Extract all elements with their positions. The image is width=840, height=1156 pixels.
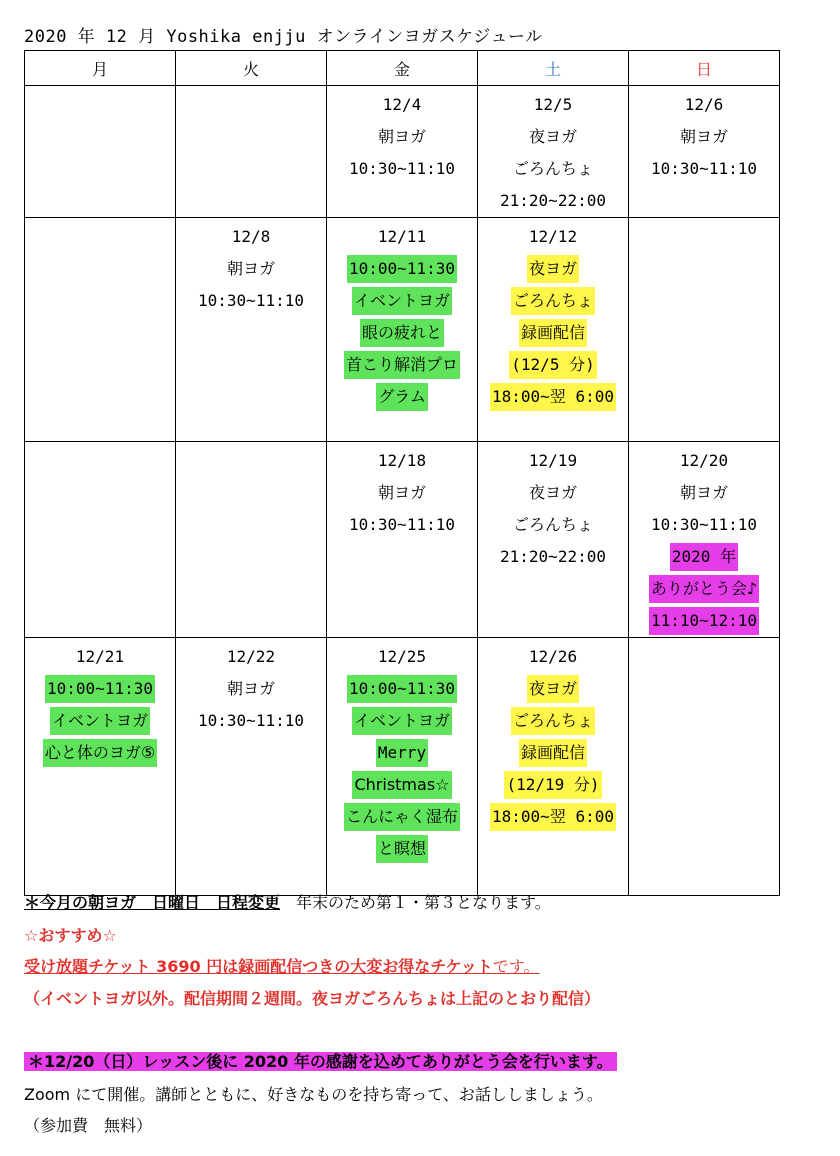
cell-line-text: 夜ヨガ [527, 675, 579, 703]
cell-line-text: 10:00~11:30 [347, 255, 457, 283]
cell-line-text: 10:30~11:10 [198, 291, 304, 310]
day-cell [629, 86, 780, 218]
cell-line-text: こんにゃく湿布 [344, 803, 460, 831]
cell-content [629, 86, 779, 185]
cell-content [25, 218, 175, 221]
cell-line-text: Merry [376, 739, 428, 767]
day-cell [478, 442, 629, 638]
note-thanks-party-text: ＊12/20（日）レッスン後に 2020 年の感謝を込めてありがとう会を行います。 [24, 1052, 617, 1071]
cell-date-text: 12/12 [528, 227, 578, 246]
cell-line [680, 121, 728, 153]
cell-line-text: 夜ヨガ [528, 127, 577, 146]
note-ticket [24, 954, 540, 980]
cell-content [629, 442, 779, 637]
cell-date-text: 12/8 [231, 227, 271, 246]
cell-content [176, 86, 326, 89]
cell-line [43, 737, 157, 769]
cell-line-text: 心と体のヨガ⑤ [43, 739, 157, 767]
cell-line-text: 朝ヨガ [226, 679, 275, 698]
cell-line [490, 381, 616, 413]
cell-line [360, 317, 444, 349]
cell-line-text: (12/5 分) [509, 351, 596, 379]
cell-line-text: 10:00~11:30 [347, 675, 457, 703]
cell-line [376, 833, 428, 865]
day-header-fri: 金 [327, 51, 478, 86]
cell-line [649, 573, 759, 605]
cell-line-text: ありがとう会♪ [649, 575, 759, 603]
cell-line [509, 349, 596, 381]
cell-line [349, 153, 455, 185]
cell-line-text: と瞑想 [376, 835, 428, 863]
cell-content [176, 638, 326, 737]
cell-content [327, 442, 477, 541]
cell-line [651, 153, 757, 185]
cell-date [529, 641, 577, 673]
cell-line [649, 605, 759, 637]
cell-date-text: 12/22 [226, 647, 276, 666]
cell-date [383, 89, 422, 121]
page-title: 2020 年 12 月 Yoshika enjju オンラインヨガスケジュール [24, 27, 543, 47]
note-recommend: ☆おすすめ☆ [24, 926, 117, 945]
cell-line-text: グラム [376, 383, 428, 411]
cell-content [25, 442, 175, 445]
cell-line [680, 477, 728, 509]
cell-line-text: ごろんちょ [511, 707, 595, 735]
note-thanks-party [24, 1049, 617, 1075]
day-cell [478, 638, 629, 896]
cell-line [519, 737, 587, 769]
cell-line [352, 285, 452, 317]
cell-date [534, 89, 573, 121]
day-header-sun: 日 [629, 51, 780, 86]
day-cell [176, 86, 327, 218]
schedule-table [24, 50, 780, 896]
cell-date [76, 641, 124, 673]
cell-date [529, 445, 577, 477]
cell-line [527, 253, 579, 285]
cell-line-text: ごろんちょ [511, 287, 595, 315]
cell-date-text: 12/4 [382, 95, 422, 114]
cell-date-text: 12/26 [528, 647, 578, 666]
cell-line-text: イベントヨガ [352, 287, 452, 315]
cell-line-text: ごろんちょ [512, 159, 593, 178]
day-header-sat: 土 [478, 51, 629, 86]
cell-line [50, 705, 150, 737]
cell-line-text: 2020 年 [670, 543, 738, 571]
cell-line [352, 769, 451, 801]
cell-line-text: 21:20~22:00 [500, 547, 606, 566]
day-cell [629, 638, 780, 896]
cell-line-text: 録画配信 [519, 319, 587, 347]
cell-date-text: 12/19 [528, 451, 578, 470]
cell-line [529, 477, 577, 509]
cell-date [680, 445, 728, 477]
cell-content [478, 86, 628, 217]
cell-line [198, 705, 304, 737]
cell-line [344, 801, 460, 833]
cell-line-text: 10:30~11:10 [651, 159, 757, 178]
cell-line-text: 朝ヨガ [377, 127, 426, 146]
cell-line [500, 541, 606, 573]
cell-line-text: 10:30~11:10 [198, 711, 304, 730]
cell-line [376, 737, 428, 769]
cell-line-text: 朝ヨガ [679, 483, 728, 502]
cell-line [347, 673, 457, 705]
cell-date-text: 12/20 [679, 451, 729, 470]
cell-content [629, 218, 779, 221]
cell-date [685, 89, 724, 121]
day-cell [629, 218, 780, 442]
day-header-tue: 火 [176, 51, 327, 86]
cell-date [378, 641, 426, 673]
day-cell [478, 218, 629, 442]
day-cell [629, 442, 780, 638]
cell-line [347, 253, 457, 285]
cell-content [478, 442, 628, 573]
cell-line [513, 153, 593, 185]
cell-line-text: 夜ヨガ [528, 483, 577, 502]
cell-date [378, 221, 426, 253]
cell-content [327, 86, 477, 185]
day-cell [327, 86, 478, 218]
cell-line-text: 夜ヨガ [527, 255, 579, 283]
day-cell [478, 86, 629, 218]
day-cell [25, 86, 176, 218]
cell-line-text: (12/19 分) [504, 771, 601, 799]
cell-date-text: 12/18 [377, 451, 427, 470]
cell-line [651, 509, 757, 541]
cell-line [378, 477, 426, 509]
cell-line [45, 673, 155, 705]
cell-content [629, 638, 779, 641]
day-header-row [25, 51, 780, 86]
cell-line [227, 253, 275, 285]
week-row [25, 638, 780, 896]
day-cell [327, 218, 478, 442]
note-zoom: Zoom にて開催。講師とともに、好きなものを持ち寄って、お話ししましょう。 [24, 1085, 603, 1104]
cell-line [376, 381, 428, 413]
day-header-mon: 月 [25, 51, 176, 86]
cell-line [511, 285, 595, 317]
note-schedule-change-body: 年末のため第１・第３となります。 [280, 893, 551, 912]
note-fee: （参加費 無料） [24, 1116, 153, 1135]
cell-line-text: イベントヨガ [352, 707, 452, 735]
cell-line [519, 317, 587, 349]
week-row [25, 442, 780, 638]
note-ticket-tail: です。 [492, 957, 540, 976]
cell-line-text: 10:30~11:10 [349, 159, 455, 178]
cell-line [490, 801, 616, 833]
day-cell [327, 442, 478, 638]
cell-line [670, 541, 738, 573]
cell-date-text: 12/5 [533, 95, 573, 114]
cell-line-text: 18:00~翌 6:00 [490, 803, 616, 831]
cell-line-text: 21:20~22:00 [500, 191, 606, 210]
cell-content [327, 638, 477, 865]
cell-line-text: 11:10~12:10 [649, 607, 759, 635]
cell-line [378, 121, 426, 153]
cell-content [25, 638, 175, 769]
cell-date-text: 12/21 [75, 647, 125, 666]
day-cell [25, 442, 176, 638]
cell-date [232, 221, 271, 253]
day-cell [176, 218, 327, 442]
cell-line-text: ごろんちょ [512, 515, 593, 534]
note-ticket-detail: （イベントヨガ以外。配信期間２週間。夜ヨガごろんちょは上記のとおり配信） [24, 989, 601, 1008]
cell-content [176, 218, 326, 317]
cell-line-text: 朝ヨガ [377, 483, 426, 502]
cell-line [198, 285, 304, 317]
day-cell [327, 638, 478, 896]
cell-line-text: 眼の疲れと [360, 319, 444, 347]
cell-date-text: 12/11 [377, 227, 427, 246]
cell-line-text: 朝ヨガ [679, 127, 728, 146]
cell-line-text: 録画配信 [519, 739, 587, 767]
cell-line-text: 18:00~翌 6:00 [490, 383, 616, 411]
cell-content [478, 638, 628, 833]
cell-line [352, 705, 452, 737]
day-cell [25, 218, 176, 442]
cell-date-text: 12/25 [377, 647, 427, 666]
cell-content [176, 442, 326, 445]
note-ticket-underlined: 受け放題チケット 3690 円は録画配信つきの大変お得なチケット [24, 957, 493, 976]
cell-line [344, 349, 460, 381]
cell-content [478, 218, 628, 413]
cell-line-text: 10:30~11:10 [651, 515, 757, 534]
day-cell [176, 442, 327, 638]
day-cell [176, 638, 327, 896]
cell-line-text: 10:30~11:10 [349, 515, 455, 534]
cell-line-text: 朝ヨガ [226, 259, 275, 278]
week-row [25, 86, 780, 218]
cell-line [349, 509, 455, 541]
note-schedule-change-heading: ＊今月の朝ヨガ 日曜日 日程変更 [24, 893, 281, 912]
cell-line [527, 673, 579, 705]
cell-line [513, 509, 593, 541]
cell-date [378, 445, 426, 477]
cell-content [327, 218, 477, 413]
cell-line [529, 121, 577, 153]
cell-line [500, 185, 606, 217]
cell-line-text: 10:00~11:30 [45, 675, 155, 703]
cell-content [25, 86, 175, 89]
note-schedule-change [24, 890, 551, 916]
cell-date [227, 641, 275, 673]
cell-line [511, 705, 595, 737]
cell-date-text: 12/6 [684, 95, 724, 114]
cell-date [529, 221, 577, 253]
cell-line [504, 769, 601, 801]
cell-line-text: イベントヨガ [50, 707, 150, 735]
cell-line [227, 673, 275, 705]
week-row [25, 218, 780, 442]
cell-line-text: Christmas☆ [352, 771, 451, 799]
day-cell [25, 638, 176, 896]
cell-line-text: 首こり解消プロ [344, 351, 460, 379]
